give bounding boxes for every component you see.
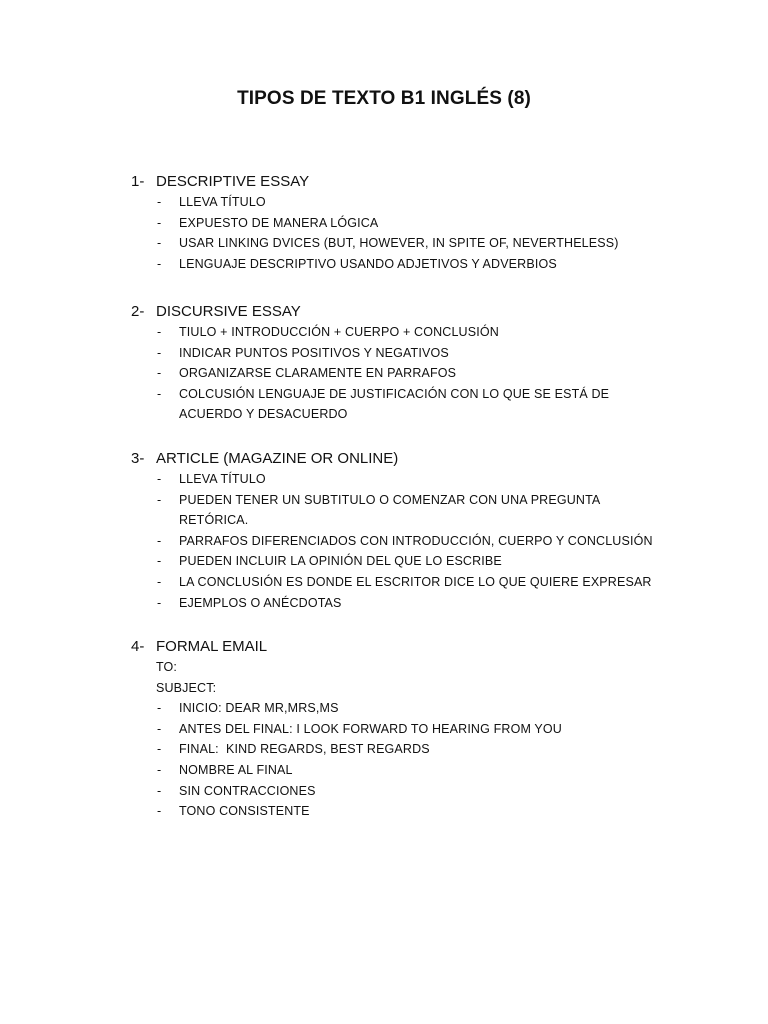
dash-bullet: - — [157, 554, 162, 569]
list-item: - PUEDEN TENER UN SUBTITULO O COMENZAR CON UNA PREGUNTA RETÓRICA. — [131, 490, 629, 531]
section-number: 4- — [131, 638, 145, 655]
list-item: - ANTES DEL FINAL: I LOOK FORWARD TO HEARING FROM YOU — [131, 719, 671, 740]
section-title: FORMAL EMAIL — [156, 638, 268, 655]
dash-bullet: - — [157, 472, 162, 486]
dash-bullet: - — [157, 804, 162, 819]
dash-bullet: - — [157, 533, 162, 548]
dash-bullet: - — [157, 762, 162, 777]
list-item: - NOMBRE AL FINAL — [131, 760, 671, 781]
section-heading — [131, 171, 671, 192]
bullet-list — [131, 322, 671, 425]
dash-bullet: - — [157, 386, 162, 401]
list-item: - COLCUSIÓN LENGUAJE DE JUSTIFICACIÓN CON LO QUE SE ESTÁ DE ACUERDO Y DESACUERDO — [131, 384, 629, 425]
list-item: - SIN CONTRACCIONES — [131, 781, 671, 802]
list-item: - EJEMPLOS O ANÉCDOTAS — [131, 593, 671, 614]
dash-bullet: - — [157, 325, 162, 339]
section-heading — [131, 636, 671, 657]
email-to-line: TO: — [156, 660, 178, 674]
list-item: - LLEVA TÍTULO — [131, 469, 671, 490]
dash-bullet: - — [157, 256, 162, 271]
section-heading — [131, 448, 671, 469]
list-item: - ORGANIZARSE CLARAMENTE EN PARRAFOS — [131, 363, 671, 384]
section-number: 1- — [131, 173, 145, 190]
dash-bullet: - — [157, 236, 162, 251]
list-item: - TIULO + INTRODUCCIÓN + CUERPO + CONCLUSIÓN — [131, 322, 671, 343]
page-title: TIPOS DE TEXTO B1 INGLÉS (8) — [237, 88, 531, 109]
list-item: - TONO CONSISTENTE — [131, 801, 671, 822]
section-title: ARTICLE (MAGAZINE OR ONLINE) — [156, 450, 399, 467]
section-number: 2- — [131, 303, 145, 320]
list-item: - INICIO: DEAR MR,MRS,MS — [131, 698, 671, 719]
dash-bullet: - — [157, 345, 162, 360]
list-item: - PARRAFOS DIFERENCIADOS CON INTRODUCCIÓN, CUERPO Y CONCLUSIÓN — [131, 531, 671, 552]
section-article — [131, 448, 671, 613]
bullet-list — [131, 192, 671, 274]
list-item: - USAR LINKING DVICES (BUT, HOWEVER, IN SPITE OF, NEVERTHELESS) — [131, 233, 671, 254]
list-item: - INDICAR PUNTOS POSITIVOS Y NEGATIVOS — [131, 343, 671, 364]
bullet-list — [131, 698, 671, 822]
dash-bullet: - — [157, 721, 162, 736]
list-item: - PUEDEN INCLUIR LA OPINIÓN DEL QUE LO ESCRIBE — [131, 551, 671, 572]
list-item: - EXPUESTO DE MANERA LÓGICA — [131, 213, 671, 234]
dash-bullet: - — [157, 366, 162, 381]
section-heading — [131, 301, 671, 322]
dash-bullet: - — [157, 215, 162, 230]
section-number: 3- — [131, 450, 145, 467]
dash-bullet: - — [157, 492, 162, 507]
list-item: - LA CONCLUSIÓN ES DONDE EL ESCRITOR DICE LO QUE QUIERE EXPRESAR — [131, 572, 671, 593]
list-item: - LLEVA TÍTULO — [131, 192, 671, 213]
section-formal-email — [131, 636, 671, 822]
section-title: DESCRIPTIVE ESSAY — [156, 173, 310, 190]
dash-bullet: - — [157, 742, 162, 757]
section-descriptive-essay — [131, 171, 671, 274]
list-item: - LENGUAJE DESCRIPTIVO USANDO ADJETIVOS Y ADVERBIOS — [131, 254, 671, 275]
dash-bullet: - — [157, 195, 162, 209]
section-discursive-essay — [131, 301, 671, 425]
dash-bullet: - — [157, 574, 162, 589]
dash-bullet: - — [157, 783, 162, 798]
list-item: - FINAL: KIND REGARDS, BEST REGARDS — [131, 739, 671, 760]
email-subject-line: SUBJECT: — [156, 680, 217, 695]
section-title: DISCURSIVE ESSAY — [156, 303, 301, 320]
dash-bullet: - — [157, 701, 162, 716]
dash-bullet: - — [157, 595, 162, 610]
bullet-list — [131, 469, 671, 613]
